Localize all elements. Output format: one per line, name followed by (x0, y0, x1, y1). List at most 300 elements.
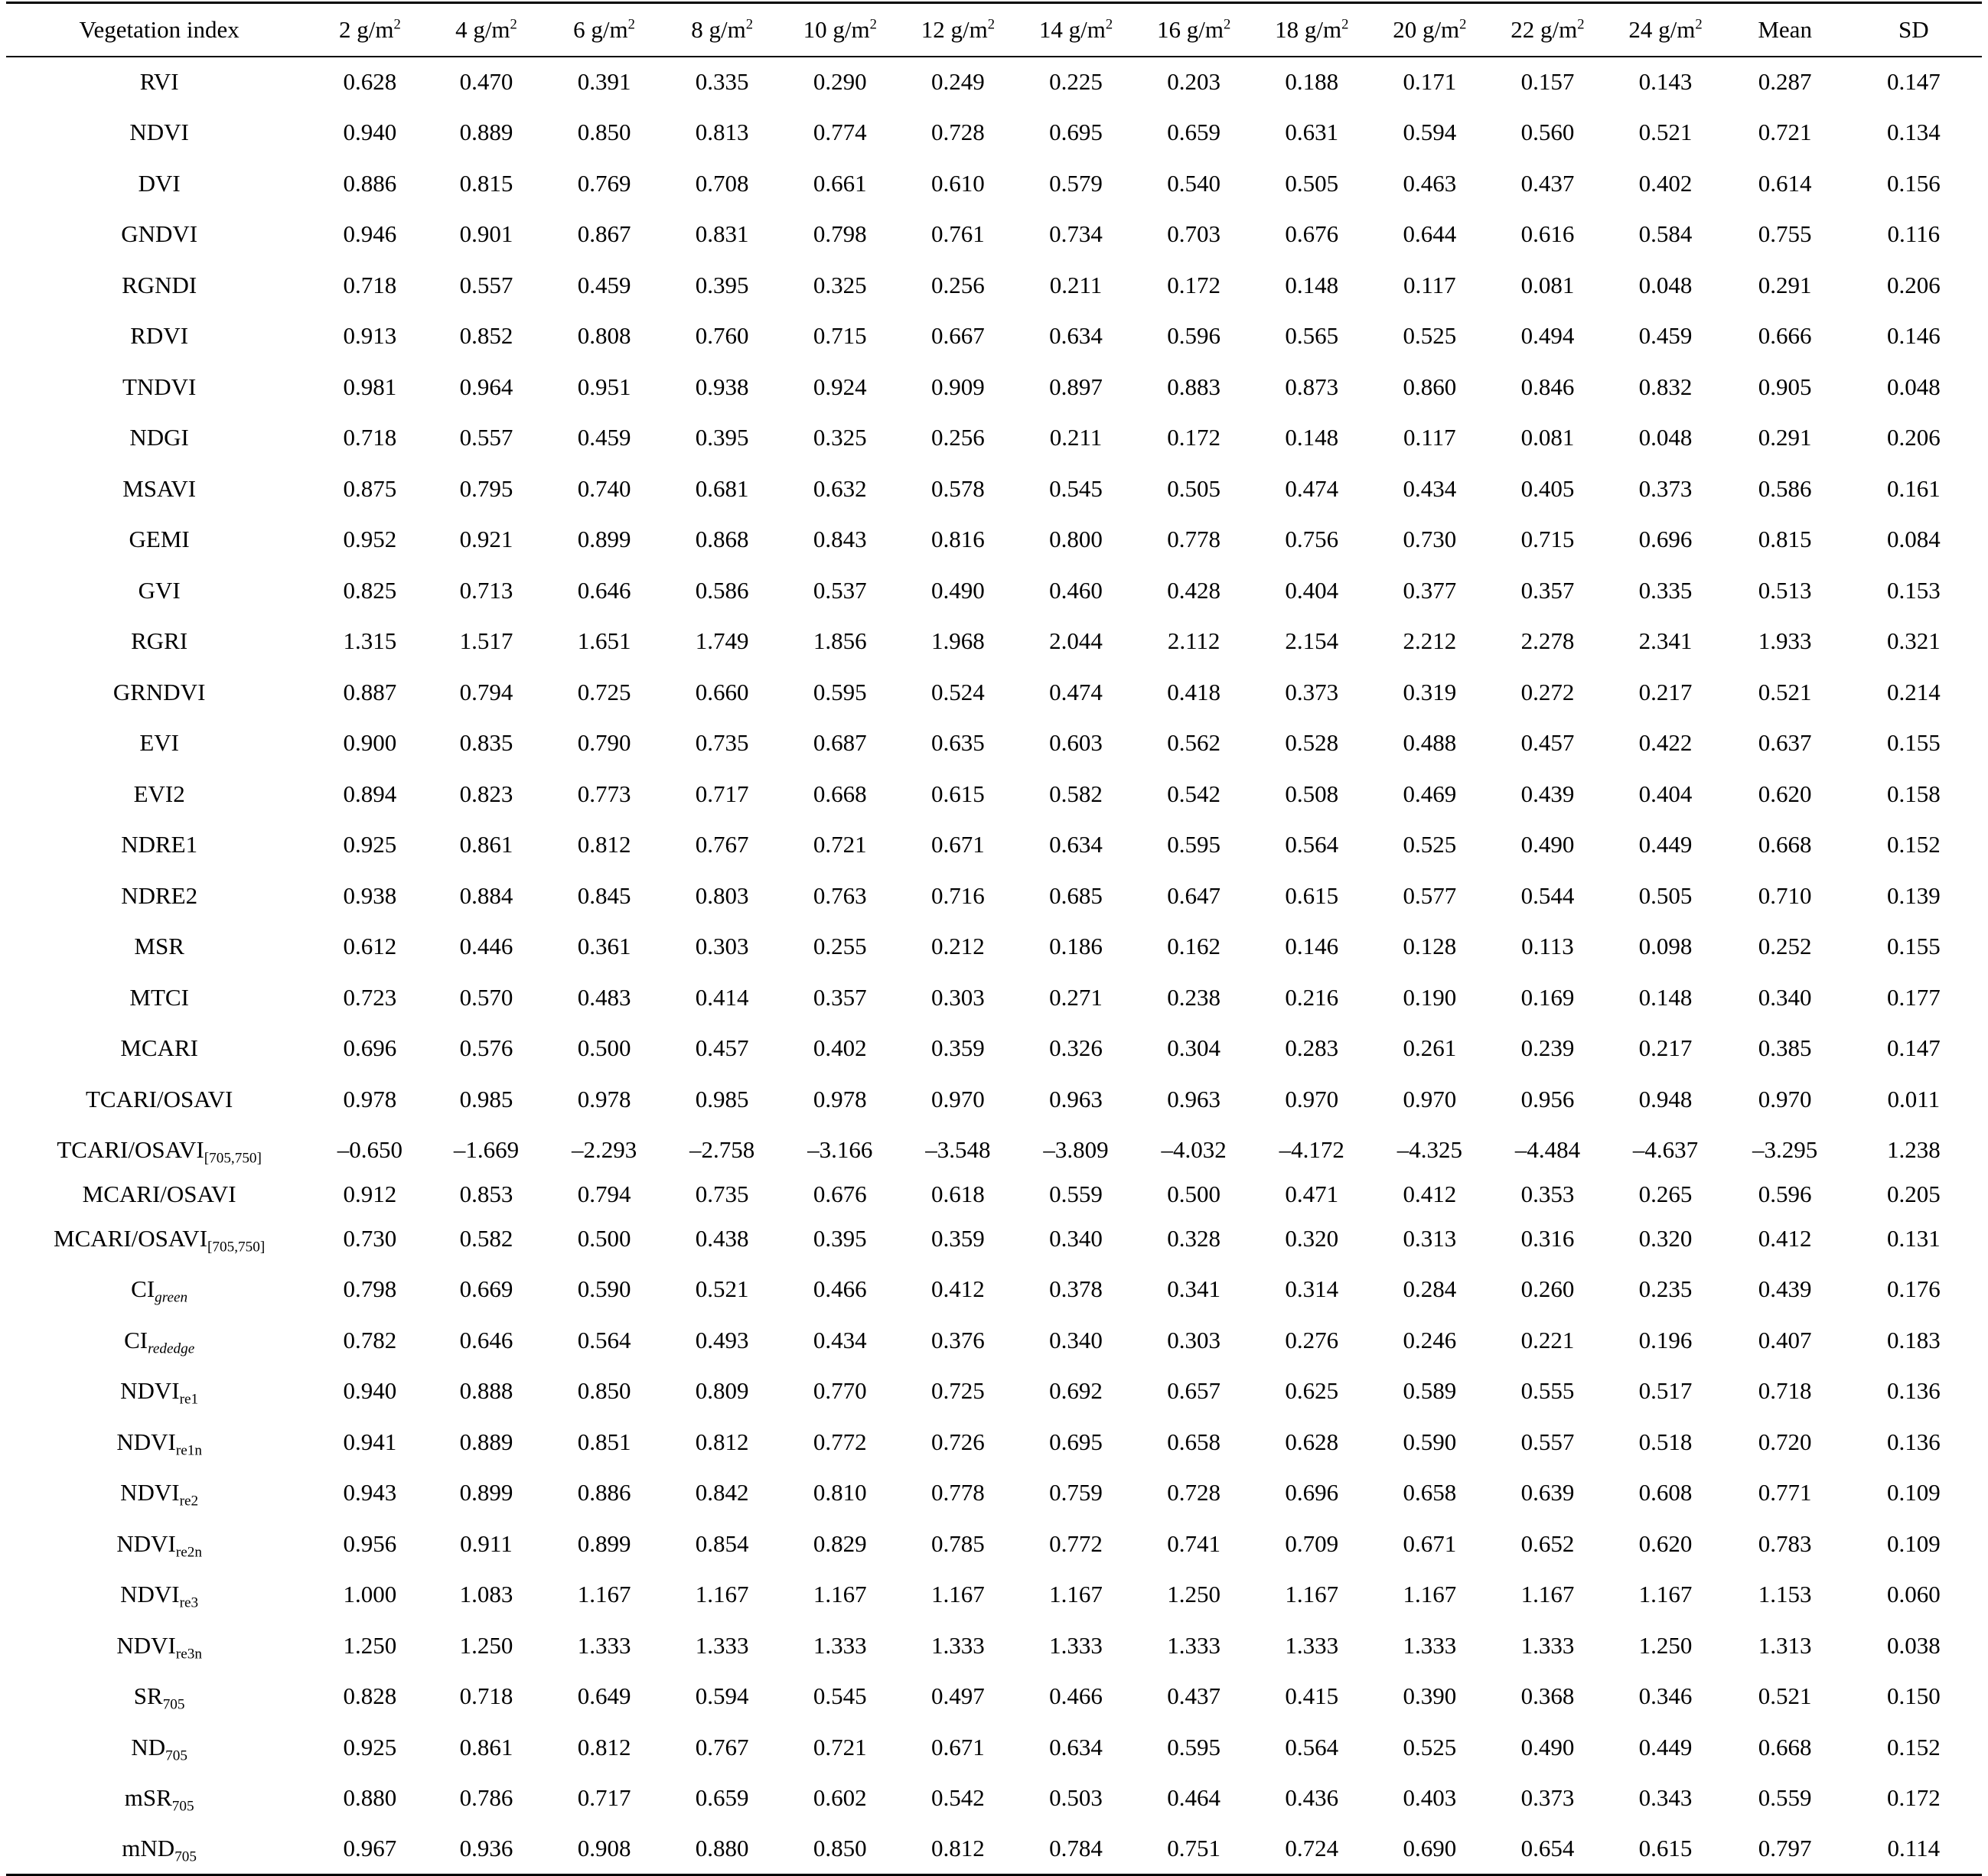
value-cell: 0.303 (1167, 1326, 1221, 1353)
value-cell: 0.773 (577, 780, 631, 807)
value-cell: 0.148 (1285, 271, 1339, 298)
value-cell: 0.412 (1403, 1181, 1457, 1207)
value-cell: 0.812 (577, 1733, 631, 1760)
value-cell: 0.618 (931, 1181, 985, 1207)
value-cell: 0.439 (1758, 1275, 1812, 1303)
value-cell: 0.459 (577, 271, 631, 298)
value-cell: 0.963 (1049, 1085, 1103, 1112)
value-cell: 0.769 (577, 169, 631, 197)
value-cell: 0.815 (459, 169, 513, 197)
column-header-text: 12 g/m (921, 15, 988, 43)
value-cell: 0.161 (1886, 474, 1941, 502)
value-cell: 0.709 (1285, 1529, 1339, 1557)
value-cell: 0.081 (1520, 271, 1575, 298)
value-cell: 0.825 (343, 576, 397, 604)
value-cell: 1.333 (577, 1631, 631, 1659)
value-cell: 0.438 (695, 1224, 749, 1252)
value-cell: 0.886 (343, 169, 397, 197)
value-cell: 0.763 (813, 881, 867, 909)
value-cell: 0.537 (813, 576, 867, 604)
value-cell: 0.466 (813, 1275, 867, 1303)
value-cell: 0.620 (1638, 1529, 1693, 1557)
value-cell: 0.632 (813, 474, 867, 502)
value-cell: 1.333 (1049, 1631, 1103, 1659)
index-name-cell (6, 667, 312, 718)
value-cell: 0.542 (1167, 780, 1221, 807)
value-cell: 0.205 (1886, 1181, 1941, 1207)
value-cell: 0.373 (1520, 1784, 1575, 1812)
value-cell: 0.772 (1049, 1529, 1103, 1557)
index-name: RDVI (130, 322, 189, 350)
value-cell: 1.167 (695, 1581, 749, 1608)
value-cell: 0.964 (459, 373, 513, 400)
value-cell: 0.048 (1886, 373, 1941, 400)
value-cell: 0.888 (459, 1377, 513, 1405)
value-cell: 0.783 (1758, 1529, 1812, 1557)
value-cell: 0.782 (343, 1326, 397, 1353)
unit-superscript: 2 (510, 16, 517, 33)
value-cell: 0.861 (459, 831, 513, 858)
value-cell: –4.172 (1279, 1136, 1344, 1164)
value-cell: 0.884 (459, 881, 513, 909)
table-row (6, 616, 1982, 667)
value-cell: 2.044 (1049, 627, 1103, 655)
value-cell: –4.032 (1161, 1136, 1227, 1164)
value-cell: 0.861 (459, 1733, 513, 1760)
value-cell: 0.718 (343, 424, 397, 451)
index-subscript: [705,750] (204, 1150, 262, 1167)
value-cell: 0.590 (1403, 1428, 1457, 1455)
value-cell: 0.715 (1520, 526, 1575, 553)
index-name-cell (6, 921, 312, 972)
index-name: EVI2 (133, 780, 185, 807)
column-header-text: 6 g/m (573, 15, 628, 43)
table-row (6, 311, 1982, 362)
value-cell: 0.696 (343, 1034, 397, 1062)
value-cell: 1.517 (459, 627, 513, 655)
value-cell: 0.658 (1403, 1479, 1457, 1506)
table-row (6, 1264, 1982, 1315)
value-cell: 0.615 (1285, 881, 1339, 909)
value-cell: 0.721 (1758, 119, 1812, 146)
unit-superscript: 2 (987, 16, 996, 33)
table-row (6, 1023, 1982, 1074)
table-body (6, 57, 1982, 1875)
value-cell: 0.359 (931, 1034, 985, 1062)
value-cell: 0.681 (695, 474, 749, 502)
index-name-cell (6, 769, 312, 820)
value-cell: 0.466 (1049, 1682, 1103, 1710)
value-cell: 0.924 (813, 373, 867, 400)
value-cell: 0.666 (1758, 322, 1812, 350)
value-cell: 0.505 (1638, 881, 1693, 909)
value-cell: 1.167 (931, 1581, 985, 1608)
value-cell: 0.169 (1520, 983, 1575, 1011)
value-cell: 0.335 (695, 68, 749, 96)
value-cell: 0.098 (1638, 933, 1693, 960)
value-cell: 0.217 (1638, 1034, 1693, 1062)
value-cell: 0.578 (931, 474, 985, 502)
value-cell: 0.778 (1167, 526, 1221, 553)
value-cell: 0.203 (1167, 68, 1221, 96)
value-cell: 0.812 (695, 1428, 749, 1455)
value-cell: 0.970 (1285, 1085, 1339, 1112)
value-cell: 0.956 (1520, 1085, 1575, 1112)
value-cell: 0.474 (1285, 474, 1339, 502)
unit-superscript: 2 (627, 16, 635, 33)
value-cell: 0.488 (1403, 729, 1457, 757)
index-name-cell (6, 718, 312, 769)
value-cell: 1.315 (343, 627, 397, 655)
index-name-cell (6, 1519, 312, 1570)
value-cell: 0.377 (1403, 576, 1457, 604)
index-subscript: re3n (175, 1646, 202, 1663)
value-cell: 0.735 (695, 729, 749, 757)
value-cell: 0.326 (1049, 1034, 1103, 1062)
value-cell: 0.084 (1886, 526, 1941, 553)
column-header-text: 20 g/m (1393, 15, 1460, 43)
column-header-text: 24 g/m (1628, 15, 1696, 43)
value-cell: 2.154 (1285, 627, 1339, 655)
value-cell: 0.815 (1758, 526, 1812, 553)
value-cell: 0.060 (1886, 1581, 1941, 1608)
value-cell: 0.186 (1049, 933, 1103, 960)
value-cell: 0.490 (931, 576, 985, 604)
value-cell: 0.899 (577, 1529, 631, 1557)
unit-superscript: 2 (393, 16, 401, 33)
value-cell: 0.131 (1886, 1224, 1941, 1252)
value-cell: 0.938 (695, 373, 749, 400)
table-row (6, 1722, 1982, 1773)
value-cell: 2.278 (1520, 627, 1575, 655)
value-cell: 0.290 (813, 68, 867, 96)
value-cell: 0.899 (577, 526, 631, 553)
value-cell: 0.217 (1638, 678, 1693, 705)
value-cell: 0.687 (813, 729, 867, 757)
value-cell: 0.460 (1049, 576, 1103, 604)
value-cell: 0.116 (1887, 220, 1941, 248)
value-cell: 0.716 (931, 881, 985, 909)
value-cell: 0.505 (1285, 169, 1339, 197)
table-row (6, 1074, 1982, 1125)
index-name: RVI (139, 68, 179, 96)
value-cell: 0.978 (813, 1085, 867, 1112)
value-cell: 0.628 (1285, 1428, 1339, 1455)
value-cell: 0.594 (695, 1682, 749, 1710)
column-header-text: Vegetation index (79, 15, 240, 43)
table-row (6, 1315, 1982, 1366)
value-cell: 0.211 (1049, 271, 1103, 298)
value-cell: 0.560 (1520, 119, 1575, 146)
value-cell: 0.610 (931, 169, 985, 197)
value-cell: 0.357 (1520, 576, 1575, 604)
value-cell: 0.639 (1520, 1479, 1575, 1506)
value-cell: 0.521 (1758, 1682, 1812, 1710)
value-cell: 2.212 (1403, 627, 1457, 655)
value-cell: 0.469 (1403, 780, 1457, 807)
value-cell: 0.353 (1520, 1181, 1575, 1207)
value-cell: 0.850 (577, 119, 631, 146)
value-cell: 0.176 (1886, 1275, 1941, 1303)
value-cell: 0.970 (1403, 1085, 1457, 1112)
value-cell: 0.718 (459, 1682, 513, 1710)
value-cell: 0.190 (1403, 983, 1457, 1011)
value-cell: 0.710 (1758, 881, 1812, 909)
index-subscript: re3 (179, 1594, 199, 1611)
index-name: ND (131, 1733, 166, 1760)
value-cell: 0.608 (1638, 1479, 1693, 1506)
value-cell: 0.852 (459, 322, 513, 350)
index-name: mSR (124, 1784, 172, 1812)
column-header-text: 2 g/m (338, 15, 394, 43)
column-header (427, 3, 545, 57)
value-cell: 0.912 (343, 1181, 397, 1207)
index-name-cell (6, 412, 312, 464)
value-cell: 0.761 (931, 220, 985, 248)
value-cell: 1.333 (813, 1631, 867, 1659)
value-cell: 0.524 (931, 678, 985, 705)
value-cell: 0.403 (1403, 1784, 1457, 1812)
value-cell: 0.800 (1049, 526, 1103, 553)
index-name: GVI (138, 576, 181, 604)
document (6, 2, 1982, 1876)
value-cell: 0.646 (577, 576, 631, 604)
value-cell: 0.464 (1167, 1784, 1221, 1812)
value-cell: 0.493 (695, 1326, 749, 1353)
value-cell: 0.470 (459, 68, 513, 96)
value-cell: 0.718 (1758, 1377, 1812, 1405)
value-cell: 0.582 (1049, 780, 1103, 807)
value-cell: 0.981 (343, 373, 397, 400)
value-cell: 0.634 (1049, 1733, 1103, 1760)
value-cell: 0.143 (1638, 68, 1693, 96)
value-cell: 0.785 (931, 1529, 985, 1557)
value-cell: 0.139 (1886, 881, 1941, 909)
index-name-cell (6, 1264, 312, 1315)
index-name-cell (6, 1773, 312, 1824)
value-cell: 0.368 (1520, 1682, 1575, 1710)
value-cell: 0.314 (1285, 1275, 1339, 1303)
value-cell: 0.925 (343, 831, 397, 858)
value-cell: 0.755 (1758, 220, 1812, 248)
index-name-cell (6, 565, 312, 617)
index-name-cell (6, 616, 312, 667)
value-cell: 0.659 (1167, 119, 1221, 146)
table-row (6, 1519, 1982, 1570)
value-cell: 0.835 (459, 729, 513, 757)
value-cell: 1.167 (1403, 1581, 1457, 1608)
index-name-cell (6, 819, 312, 871)
value-cell: 0.708 (695, 169, 749, 197)
value-cell: 0.696 (1285, 1479, 1339, 1506)
unit-superscript: 2 (1223, 16, 1231, 33)
index-name: MSAVI (122, 474, 197, 502)
value-cell: 0.265 (1638, 1181, 1693, 1207)
value-cell: 0.390 (1403, 1682, 1457, 1710)
value-cell: 0.925 (343, 1733, 397, 1760)
value-cell: 0.172 (1886, 1784, 1941, 1812)
value-cell: –3.809 (1043, 1136, 1109, 1164)
value-cell: 1.333 (1403, 1631, 1457, 1659)
value-cell: 0.717 (695, 780, 749, 807)
value-cell: 0.760 (695, 322, 749, 350)
value-cell: 0.614 (1758, 169, 1812, 197)
value-cell: 0.177 (1886, 983, 1941, 1011)
value-cell: 1.153 (1758, 1581, 1812, 1608)
value-cell: 1.238 (1886, 1136, 1941, 1164)
value-cell: 0.913 (343, 322, 397, 350)
value-cell: 0.668 (813, 780, 867, 807)
value-cell: 0.361 (577, 933, 631, 960)
value-cell: 0.909 (931, 373, 985, 400)
value-cell: 1.250 (343, 1631, 397, 1659)
value-cell: 0.956 (343, 1529, 397, 1557)
value-cell: 1.933 (1758, 627, 1812, 655)
table-row (6, 1569, 1982, 1620)
value-cell: 0.948 (1638, 1085, 1693, 1112)
value-cell: 0.114 (1846, 1824, 1982, 1875)
column-header (1607, 3, 1725, 57)
value-cell: 0.172 (1167, 271, 1221, 298)
value-cell: 0.320 (1285, 1224, 1339, 1252)
index-name: TCARI/OSAVI (57, 1136, 204, 1164)
value-cell: 0.340 (1758, 983, 1812, 1011)
value-cell: 1.250 (1638, 1631, 1693, 1659)
value-cell: 0.978 (343, 1085, 397, 1112)
value-cell: 0.395 (695, 424, 749, 451)
value-cell: 0.728 (1167, 1479, 1221, 1506)
value-cell: 0.457 (695, 1034, 749, 1062)
value-cell: 0.517 (1638, 1377, 1693, 1405)
value-cell: 0.559 (1758, 1784, 1812, 1812)
value-cell: 0.557 (459, 271, 513, 298)
value-cell: 0.343 (1638, 1784, 1693, 1812)
value-cell: 0.402 (813, 1034, 867, 1062)
value-cell: 0.740 (577, 474, 631, 502)
value-cell: 0.798 (343, 1275, 397, 1303)
value-cell: 0.335 (1638, 576, 1693, 604)
table-row (6, 1417, 1982, 1468)
value-cell: 0.414 (695, 983, 749, 1011)
value-cell: 0.723 (343, 983, 397, 1011)
column-header-text: 18 g/m (1275, 15, 1342, 43)
value-cell: 1.167 (577, 1581, 631, 1608)
value-cell: 0.246 (1403, 1326, 1457, 1353)
value-cell: 0.880 (343, 1784, 397, 1812)
value-cell: 0.162 (1167, 933, 1221, 960)
value-cell: 0.048 (1638, 424, 1693, 451)
value-cell: 0.117 (1403, 271, 1456, 298)
value-cell: 0.586 (695, 576, 749, 604)
index-name: NDRE1 (121, 831, 198, 858)
value-cell: 0.724 (1253, 1824, 1370, 1875)
column-header (546, 3, 663, 57)
index-name: MCARI/OSAVI (54, 1224, 208, 1252)
value-cell: 0.715 (813, 322, 867, 350)
value-cell: 0.594 (1403, 119, 1457, 146)
value-cell: 0.557 (459, 424, 513, 451)
unit-superscript: 2 (745, 16, 754, 33)
header-row (6, 3, 1982, 57)
index-subscript: re1n (175, 1442, 202, 1459)
index-name: CI (131, 1275, 155, 1303)
value-cell: 0.726 (931, 1428, 985, 1455)
value-cell: 0.886 (577, 1479, 631, 1506)
value-cell: 1.749 (695, 627, 749, 655)
value-cell: 0.887 (343, 678, 397, 705)
table-row (6, 921, 1982, 972)
column-header (663, 3, 781, 57)
value-cell: 1.333 (1520, 1631, 1575, 1659)
value-cell: 0.109 (1886, 1479, 1941, 1506)
value-cell: 0.418 (1167, 678, 1221, 705)
value-cell: 0.434 (1403, 474, 1457, 502)
value-cell: 0.385 (1758, 1034, 1812, 1062)
unit-superscript: 2 (869, 16, 877, 33)
value-cell: 0.951 (577, 373, 631, 400)
value-cell: 0.158 (1886, 780, 1941, 807)
value-cell: 0.206 (1886, 271, 1941, 298)
index-name: NDVI (116, 1428, 176, 1455)
value-cell: 0.196 (1638, 1326, 1693, 1353)
index-name-cell (6, 158, 312, 210)
value-cell: 1.000 (343, 1581, 397, 1608)
table-row (6, 1366, 1982, 1417)
value-cell: 0.941 (343, 1428, 397, 1455)
index-name-cell (6, 1125, 312, 1176)
value-cell: 0.938 (343, 881, 397, 909)
value-cell: 1.167 (1285, 1581, 1339, 1608)
value-cell: 0.725 (577, 678, 631, 705)
value-cell: 0.483 (577, 983, 631, 1011)
value-cell: 0.661 (813, 169, 867, 197)
column-header (1725, 3, 1846, 57)
value-cell: 0.404 (1285, 576, 1339, 604)
value-cell: 0.657 (1167, 1377, 1221, 1405)
value-cell: 0.518 (1638, 1428, 1693, 1455)
index-subscript: 705 (162, 1696, 185, 1713)
value-cell: 0.437 (1167, 1682, 1221, 1710)
value-cell: 0.685 (1049, 881, 1103, 909)
table-row (6, 412, 1982, 464)
value-cell: 0.751 (1135, 1824, 1253, 1875)
value-cell: 0.582 (459, 1224, 513, 1252)
unit-superscript: 2 (1577, 16, 1585, 33)
column-header-text: 16 g/m (1156, 15, 1224, 43)
value-cell: 0.808 (577, 322, 631, 350)
value-cell: 0.810 (813, 1479, 867, 1506)
value-cell: 0.652 (1520, 1529, 1575, 1557)
value-cell: 0.784 (1017, 1824, 1135, 1875)
value-cell: 0.628 (343, 68, 397, 96)
value-cell: 1.313 (1758, 1631, 1812, 1659)
table-row (6, 1467, 1982, 1519)
value-cell: 0.206 (1886, 424, 1941, 451)
value-cell: 0.676 (1285, 220, 1339, 248)
value-cell: 0.846 (1520, 373, 1575, 400)
value-cell: 0.660 (695, 678, 749, 705)
value-cell: 0.494 (1520, 322, 1575, 350)
value-cell: 0.778 (931, 1479, 985, 1506)
value-cell: 1.167 (813, 1581, 867, 1608)
unit-superscript: 2 (1105, 16, 1113, 33)
value-cell: 0.603 (1049, 729, 1103, 757)
column-header-text: 14 g/m (1038, 15, 1106, 43)
value-cell: 0.668 (1758, 831, 1812, 858)
value-cell: 1.250 (459, 1631, 513, 1659)
index-name-cell (6, 311, 312, 362)
index-name: MCARI (120, 1034, 198, 1062)
